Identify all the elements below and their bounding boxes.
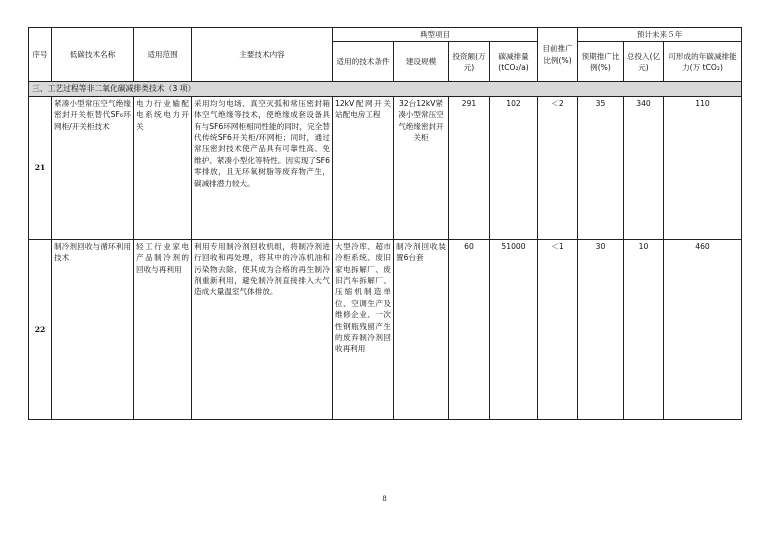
header-total-investment: 总投入(亿元): [624, 42, 664, 82]
row-tech-name: 紧凑小型常压空气绝缘密封开关柜替代SF₆环网柜/开关柜技术: [52, 96, 134, 239]
row-expected-ratio: 35: [578, 96, 624, 239]
header-annual-capacity: 可形成的年碳减排能力(万 tCO₂): [664, 42, 742, 82]
header-seq: 序号: [29, 28, 52, 82]
row-seq: 22: [29, 239, 52, 419]
row-expected-ratio: 30: [578, 239, 624, 419]
row-current-ratio: ＜1: [538, 239, 578, 419]
row-tech-name: 制冷剂回收与循环利用技术: [52, 239, 134, 419]
header-conditions: 适用的技术条件: [333, 42, 394, 82]
row-current-ratio: ＜2: [538, 96, 578, 239]
header-content: 主要技术内容: [192, 28, 333, 82]
page-number: 8: [382, 495, 387, 503]
row-scale: 32台12kV紧凑小型常压空气绝缘密封开关柜: [394, 96, 449, 239]
header-expected-ratio: 预期推广比例(%): [578, 42, 624, 82]
header-current-ratio: 目前推广比例(%): [538, 28, 578, 82]
technology-table: [28, 27, 742, 420]
row-annual-capacity: 460: [664, 239, 742, 419]
header-scale: 建设规模: [394, 42, 449, 82]
table-row: [29, 239, 742, 419]
row-total-investment: 340: [624, 96, 664, 239]
header-tech-name: 低碳技术名称: [52, 28, 134, 82]
header-scope: 适用范围: [134, 28, 192, 82]
row-annual-capacity: 110: [664, 96, 742, 239]
header-investment: 投资额(万元): [449, 42, 490, 82]
row-reduction: 51000: [490, 239, 538, 419]
row-investment: 60: [449, 239, 490, 419]
row-content: 采用均匀电场、真空灭弧和常压密封箱体空气绝缘等技术，使绝缘成套设备具有与SF6环网柜相同性能的同时，完全替代传统SF6开关柜/环网柜；同时，通过常压密封技术使产品具有可靠性高、免维护、紧凑小型化等特性。因实现了SF6零排放，且无环氧树脂等废弃物产生，碳减排潜力较大。: [192, 96, 333, 239]
row-investment: 291: [449, 96, 490, 239]
row-scope: 电力行业输配电系统电力开关: [134, 96, 192, 239]
row-content: 利用专用制冷剂回收机组，将制冷剂进行回收和再处理，将其中的冷冻机油和污染物去除，使其成为合格的再生制冷剂重新利用，避免制冷剂直接排入大气造成大量温室气体排放。: [192, 239, 333, 419]
row-total-investment: 10: [624, 239, 664, 419]
header-typical-project: 典型项目: [333, 28, 538, 42]
category-row: 三、工艺过程等非二氧化碳减排类技术（3 项）: [29, 82, 742, 96]
row-conditions: 12kV配网开关站配电房工程: [333, 96, 394, 239]
table-row: [29, 96, 742, 239]
header-forecast: 预计未来５年: [578, 28, 742, 42]
row-scope: 轻工行业家电产品制冷剂的回收与再利用: [134, 239, 192, 419]
row-reduction: 102: [490, 96, 538, 239]
row-seq: 21: [29, 96, 52, 239]
row-conditions: 大型冷库、超市冷柜系统、废旧家电拆解厂、废旧汽车拆解厂、压缩机制造单位、空调生产及维修企业、一次性钢瓶残留产生的废弃制冷剂回收再利用: [333, 239, 394, 419]
header-reduction: 碳减排量(tCO₂/a): [490, 42, 538, 82]
row-scale: 制冷剂回收装置6台套: [394, 239, 449, 419]
